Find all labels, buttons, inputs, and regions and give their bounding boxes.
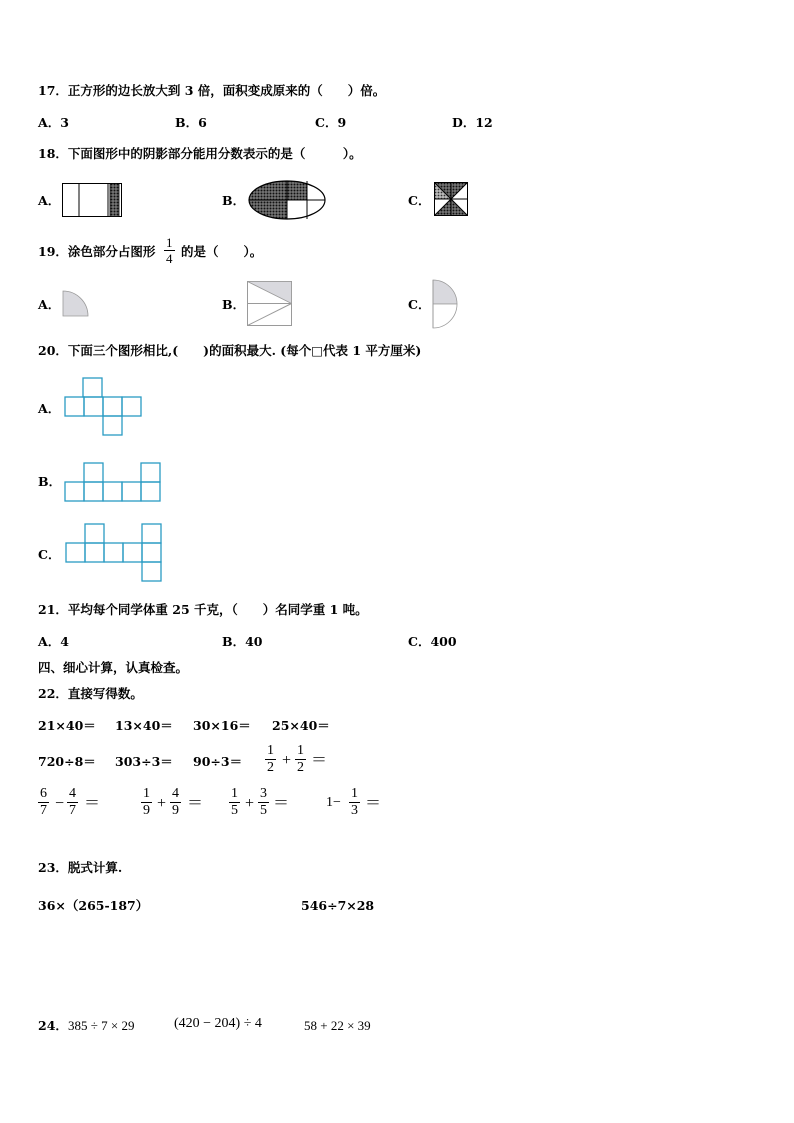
q18-option-b[interactable]: B． (222, 193, 246, 208)
fraction-numerator: 6 (40, 786, 47, 801)
q20-option-b[interactable]: B． (38, 474, 62, 489)
q22-expr: 25×40＝ (272, 718, 330, 733)
q19-fraction-denominator: 4 (166, 251, 173, 266)
fraction-denominator: 5 (260, 803, 267, 818)
equals-sign: ＝ (84, 795, 101, 812)
fraction-numerator: 1 (267, 743, 274, 758)
q20-stem: 20．下面三个图形相比,( )的面积最大. (每个□代表 1 平方厘米) (38, 343, 422, 358)
q19-figure-b (247, 281, 293, 327)
plus-operator: + (157, 795, 167, 812)
q19-figure-c (432, 279, 460, 329)
q21-stem: 21．平均每个同学体重 25 千克，（ ）名同学重 1 吨。 (38, 602, 368, 617)
q20-option-a[interactable]: A． (38, 401, 61, 416)
q22-expr: 30×16＝ (193, 718, 251, 733)
q18-figure-c (434, 182, 469, 217)
q23-stem: 23．脱式计算. (38, 860, 123, 875)
q21-option-a[interactable]: A．4 (38, 634, 69, 649)
equals-sign: ＝ (365, 795, 382, 812)
fraction-numerator: 3 (260, 786, 267, 801)
q24-expr-2: (420 − 204) ÷ 4 (174, 1016, 262, 1031)
fraction-denominator: 9 (172, 803, 179, 818)
q22-fraction (258, 787, 269, 818)
fraction-numerator: 4 (69, 786, 76, 801)
q22-fraction (265, 744, 276, 775)
q17-stem: 17．正方形的边长放大到 3 倍，面积变成原来的（ ）倍。 (38, 83, 386, 98)
q19-stem-before: 19．涂色部分占图形 (38, 244, 156, 259)
fraction-numerator: 1 (231, 786, 238, 801)
q21-option-c[interactable]: C．400 (408, 634, 457, 649)
fraction-denominator: 9 (143, 803, 150, 818)
q19-option-b[interactable]: B． (222, 297, 246, 312)
q20-option-c[interactable]: C． (38, 547, 61, 562)
q24-expr-1: 385 ÷ 7 × 29 (68, 1018, 135, 1033)
q18-figure-b (248, 180, 326, 220)
fraction-denominator: 2 (267, 760, 274, 775)
fraction-denominator: 3 (351, 803, 358, 818)
fraction-numerator: 4 (172, 786, 179, 801)
fraction-denominator: 7 (69, 803, 76, 818)
q19-fraction (164, 236, 175, 265)
q18-figure-a (62, 183, 122, 217)
one-minus: 1− (326, 795, 341, 810)
q24-expr-3: 58 + 22 × 39 (304, 1018, 371, 1033)
q17-option-c[interactable]: C．9 (315, 115, 347, 130)
fraction-numerator: 1 (143, 786, 150, 801)
fraction-denominator: 2 (297, 760, 304, 775)
q20-figure-b (64, 462, 164, 504)
q23-expr-2: 546÷7×28 (301, 898, 375, 913)
q22-expr: 13×40＝ (115, 718, 173, 733)
q23-expr-1: 36×（265-187） (38, 898, 149, 913)
equals-sign: ＝ (311, 752, 328, 769)
fraction-numerator: 1 (351, 786, 358, 801)
q17-option-a[interactable]: A．3 (38, 115, 69, 130)
equals-sign: ＝ (187, 795, 204, 812)
q19-option-c[interactable]: C． (408, 297, 431, 312)
plus-operator: + (245, 795, 255, 812)
q22-fraction (141, 787, 152, 818)
q19-stem-after: 的是（ ）。 (181, 244, 263, 259)
q22-expr: 21×40＝ (38, 718, 96, 733)
q19-figure-a (62, 290, 90, 318)
q17-option-b[interactable]: B．6 (175, 115, 207, 130)
q18-option-c[interactable]: C． (408, 193, 431, 208)
q22-expr: 303÷3＝ (115, 754, 173, 769)
fraction-denominator: 7 (40, 803, 47, 818)
q22-fraction (295, 744, 306, 775)
section-4-title: 四、细心计算，认真检查。 (38, 660, 189, 675)
q17-option-d[interactable]: D．12 (452, 115, 493, 130)
q19-fraction-numerator: 1 (166, 235, 173, 250)
q22-fraction (170, 787, 181, 818)
q20-figure-a (64, 377, 144, 437)
q22-fraction (67, 787, 78, 818)
plus-operator: + (282, 752, 292, 769)
q18-option-a[interactable]: A． (38, 193, 61, 208)
q22-stem: 22．直接写得数。 (38, 686, 143, 701)
fraction-denominator: 5 (231, 803, 238, 818)
q22-expr: 90÷3＝ (193, 754, 243, 769)
q22-fraction (38, 787, 49, 818)
q21-option-b[interactable]: B．40 (222, 634, 263, 649)
q20-figure-c (65, 523, 165, 585)
q22-expr: 720÷8＝ (38, 754, 96, 769)
q24-label: 24． (38, 1018, 68, 1033)
q19-option-a[interactable]: A． (38, 297, 61, 312)
q22-fraction (349, 787, 360, 818)
q22-fraction (229, 787, 240, 818)
equals-sign: ＝ (273, 795, 290, 812)
minus-operator: − (55, 795, 65, 812)
q18-stem: 18．下面图形中的阴影部分能用分数表示的是（ ）。 (38, 146, 362, 161)
fraction-numerator: 1 (297, 743, 304, 758)
